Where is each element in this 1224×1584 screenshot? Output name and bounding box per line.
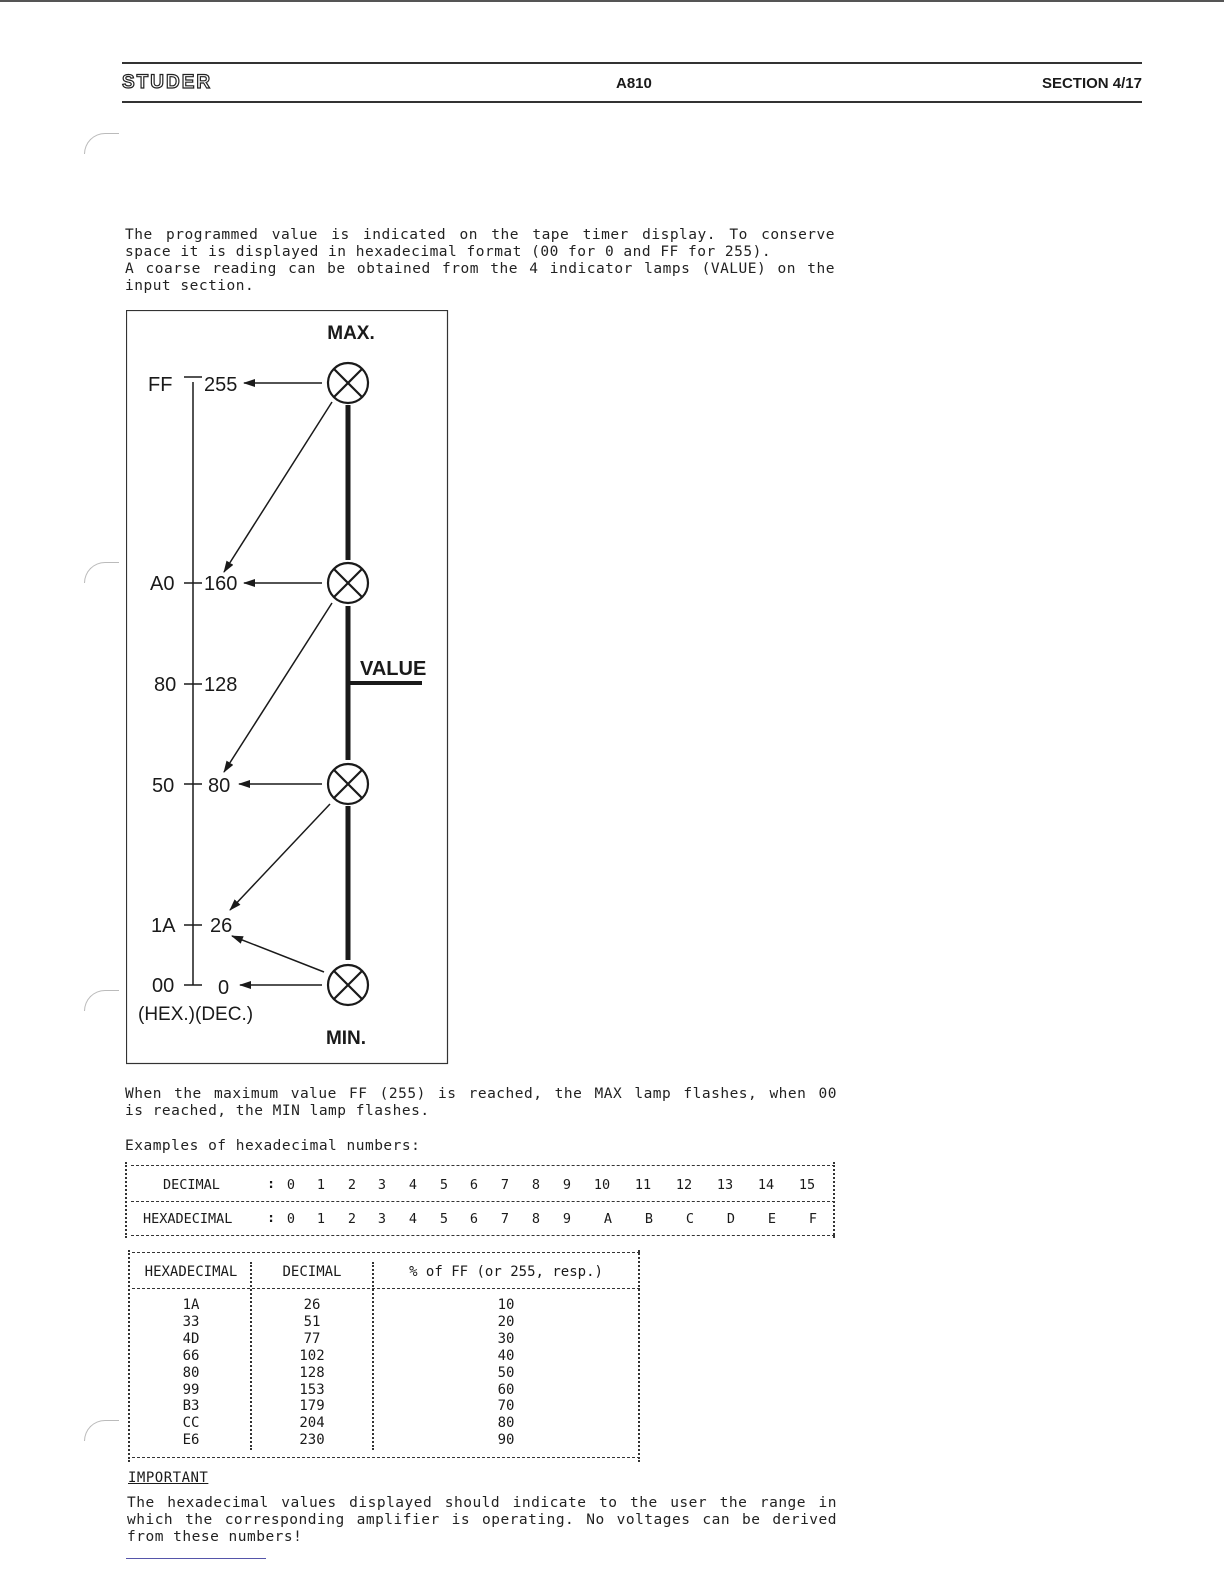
margin-mark: [84, 133, 119, 154]
decimal-cell: 12: [675, 1177, 693, 1193]
note-paragraph: [125, 1086, 837, 1120]
hex-cell: 6: [469, 1211, 479, 1227]
table-cell-decimal: 179: [299, 1398, 325, 1415]
diag-arrow: [230, 804, 330, 910]
table-cell-percent: 30: [497, 1330, 515, 1347]
table-cell-decimal: 153: [299, 1381, 325, 1398]
margin-mark: [84, 562, 119, 583]
decimal-cell: 7: [500, 1177, 510, 1193]
hex-cell: 7: [500, 1211, 510, 1227]
table-cell-hex: 33: [182, 1313, 200, 1330]
table-rule: [131, 1201, 835, 1202]
intro-paragraph: [125, 227, 835, 295]
decimal-cell: 0: [286, 1177, 296, 1193]
hex-cell: D: [726, 1211, 736, 1227]
important-line: from these numbers!: [127, 1529, 303, 1545]
intro-line: A coarse reading can be obtained from the 4 indicator lamps (VALUE) on the: [125, 261, 835, 277]
row-label-hexadecimal: HEXADECIMAL: [143, 1211, 233, 1227]
intro-line: input section.: [125, 278, 255, 294]
row-label-decimal: DECIMAL: [163, 1177, 220, 1193]
lamp-icon: [328, 363, 368, 403]
dec-label-26: 26: [210, 915, 233, 937]
important-line: The hexadecimal values displayed should indicate to the user the range in: [127, 1495, 837, 1511]
hex-label-ff: FF: [148, 374, 173, 396]
important-paragraph: [127, 1495, 837, 1546]
decimal-cell: 10: [593, 1177, 611, 1193]
table-cell-percent: 40: [497, 1347, 515, 1364]
decimal-cell: 6: [469, 1177, 479, 1193]
lamp-icon: [328, 965, 368, 1005]
table-cell-hex: 4D: [182, 1330, 200, 1347]
header-percent: % of FF (or 255, resp.): [409, 1264, 603, 1280]
decimal-cell: 4: [408, 1177, 418, 1193]
table-cell-hex: E6: [182, 1432, 200, 1449]
header-hexadecimal: HEXADECIMAL: [144, 1264, 238, 1280]
hex-cell: E: [767, 1211, 777, 1227]
examples-heading: Examples of hexadecimal numbers:: [125, 1138, 421, 1154]
hex-cell: 4: [408, 1211, 418, 1227]
table-cell-decimal: 102: [299, 1347, 325, 1364]
hex-cell: 5: [439, 1211, 449, 1227]
table-cell-percent: 10: [497, 1297, 515, 1313]
margin-mark: [84, 990, 119, 1011]
decimal-cell: 1: [316, 1177, 326, 1193]
hex-label-50: 50: [152, 775, 175, 797]
table-cell-hex: 80: [182, 1364, 200, 1381]
decimal-cell: 2: [347, 1177, 357, 1193]
intro-line: The programmed value is indicated on the tape timer display. To conserve: [125, 227, 835, 243]
bottom-rule: [126, 1558, 266, 1559]
decimal-cell: 8: [531, 1177, 541, 1193]
hex-cell: 0: [286, 1211, 296, 1227]
table-cell-hex: 66: [182, 1347, 200, 1364]
important-title: IMPORTANT: [128, 1470, 209, 1486]
max-label: MAX.: [327, 323, 375, 344]
table-border: [128, 1250, 130, 1462]
table-cell-decimal: 230: [299, 1432, 325, 1449]
decimal-row: [125, 1170, 837, 1200]
dec-label-255: 255: [204, 374, 238, 396]
note-line: When the maximum value FF (255) is reached, the MAX lamp flashes, when 00: [125, 1086, 837, 1102]
table-cell-decimal: 128: [299, 1364, 325, 1381]
column-divider: [372, 1262, 374, 1450]
diag-arrow: [224, 402, 332, 572]
table-cell-percent: 90: [497, 1432, 515, 1449]
table-cell-hex: CC: [182, 1415, 200, 1432]
table-cell-decimal: 77: [303, 1330, 321, 1347]
table-cell-hex: B3: [182, 1398, 200, 1415]
decimal-cell: 11: [634, 1177, 652, 1193]
table-rule: [132, 1457, 640, 1458]
header-rule-top: [122, 62, 1142, 64]
header-decimal: DECIMAL: [282, 1264, 342, 1280]
diag-arrow: [224, 603, 332, 772]
hex-cell: F: [808, 1211, 818, 1227]
table-border: [638, 1250, 640, 1462]
table-cell-percent: 50: [497, 1364, 515, 1381]
hex-cell: 3: [377, 1211, 387, 1227]
hex-label-00: 00: [152, 975, 175, 997]
table-cell-decimal: 204: [299, 1415, 325, 1432]
table-rule: [131, 1165, 835, 1166]
intro-line: space it is displayed in hexadecimal format (00 for 0 and FF for 255).: [125, 244, 772, 260]
hex-cell: C: [685, 1211, 695, 1227]
table-cell-percent: 60: [497, 1381, 515, 1398]
dec-label-128: 128: [204, 674, 238, 696]
hex-cell: A: [603, 1211, 613, 1227]
scan-top-edge: [0, 0, 1224, 2]
hex-decimal-table: [125, 1162, 837, 1238]
dec-label-0: 0: [218, 977, 230, 999]
value-label: VALUE: [360, 658, 427, 680]
percentage-table: [128, 1250, 644, 1462]
decimal-cell: 3: [377, 1177, 387, 1193]
axis-caption: (HEX.)(DEC.): [138, 1004, 254, 1025]
table-cell-decimal: 51: [303, 1313, 321, 1330]
table-cell-percent: 70: [497, 1398, 515, 1415]
min-label: MIN.: [325, 1028, 367, 1049]
hex-cell: 8: [531, 1211, 541, 1227]
table-cell-decimal: 26: [303, 1297, 321, 1313]
lamp-icon: [328, 563, 368, 603]
table-cell-hex: 99: [182, 1381, 200, 1398]
header-section: SECTION 4/17: [1041, 75, 1142, 92]
important-line: which the corresponding amplifier is operating. No voltages can be derived: [127, 1512, 837, 1528]
table-cell-percent: 80: [497, 1415, 515, 1432]
hex-label-1a: 1A: [151, 915, 176, 937]
decimal-cell: 9: [562, 1177, 572, 1193]
dec-label-80: 80: [208, 775, 231, 797]
lamp-icon: [328, 764, 368, 804]
margin-mark: [84, 1420, 119, 1441]
note-line: is reached, the MIN lamp flashes.: [125, 1103, 430, 1119]
table-rule: [132, 1288, 640, 1289]
table-cell-percent: 20: [497, 1313, 515, 1330]
row-separator: :: [267, 1176, 276, 1192]
hexadecimal-row: [125, 1204, 837, 1234]
value-lamps-diagram: [126, 310, 450, 1066]
hex-label-a0: A0: [150, 573, 175, 595]
decimal-cell: 14: [757, 1177, 775, 1193]
decimal-cell: 5: [439, 1177, 449, 1193]
hex-label-80: 80: [154, 674, 177, 696]
row-separator: :: [267, 1210, 276, 1226]
header-model: A810: [616, 75, 652, 92]
header-rule-bottom: [122, 101, 1142, 103]
hex-cell: 2: [347, 1211, 357, 1227]
dec-label-160: 160: [204, 573, 238, 595]
decimal-cell: 13: [716, 1177, 734, 1193]
diag-arrow: [232, 936, 324, 972]
table-rule: [131, 1235, 835, 1236]
table-rule: [132, 1252, 640, 1253]
hex-cell: 9: [562, 1211, 572, 1227]
hex-cell: B: [644, 1211, 654, 1227]
decimal-cell: 15: [798, 1177, 816, 1193]
studer-logo: STUDER: [122, 72, 213, 93]
table-cell-hex: 1A: [182, 1297, 200, 1313]
hex-cell: 1: [316, 1211, 326, 1227]
